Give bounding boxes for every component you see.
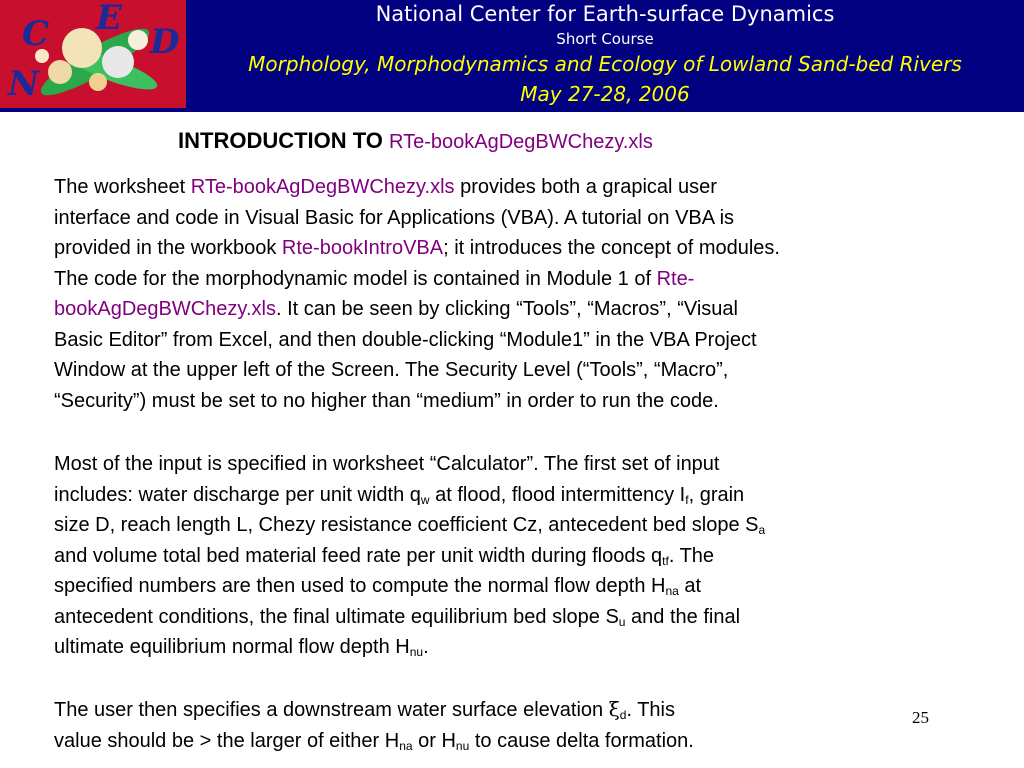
text-run: . It can be seen by clicking “Tools”, “Macros”, “Visual [275, 298, 738, 320]
subscript: nu [455, 738, 470, 753]
text-line: Most of the input is specified in worksheet “Calculator”. The first set of input [54, 453, 720, 475]
course-type: Short Course [556, 30, 654, 48]
text-line: Basic Editor” from Excel, and then double-clicking “Module1” in the VBA Project [54, 328, 757, 351]
paragraph-inputs [54, 449, 994, 663]
subscript: a [758, 523, 766, 537]
text-line [54, 602, 994, 633]
text-line [54, 726, 994, 757]
text-run: . This [626, 699, 675, 721]
text-line [54, 632, 994, 663]
text-run: specified numbers are then used to compute the normal flow depth H [54, 575, 666, 597]
text-run: . The [668, 544, 715, 567]
course-date: May 27-28, 2006 [520, 82, 690, 106]
text-line [54, 233, 994, 264]
text-line: interface and code in Visual Basic for Applications (VBA). A tutorial on VBA is [54, 206, 735, 229]
text-run: or H [412, 729, 456, 752]
subscript: nu [409, 645, 424, 659]
subscript: na [665, 584, 679, 598]
text-run: size D, reach length L, Chezy resistance coefficient Cz, antecedent bed slope S [54, 514, 759, 536]
text-run: The worksheet [54, 176, 191, 198]
subscript: w [420, 492, 430, 507]
subscript: tf [662, 553, 669, 568]
text-line [54, 172, 994, 203]
course-title: Morphology, Morphodynamics and Ecology of Lowland Sand-bed Rivers [248, 52, 962, 76]
paragraph-delta [54, 694, 994, 756]
text-line [54, 694, 994, 726]
text-run: . [423, 636, 429, 658]
text-line [54, 510, 994, 541]
text-run: , grain [688, 483, 745, 506]
text-line [54, 541, 994, 572]
subscript: u [618, 614, 626, 629]
page-number: 25 [912, 708, 929, 727]
nced-logo [0, 0, 186, 108]
text-run: and volume total bed material feed rate per unit width during floods q [54, 544, 663, 567]
text-line [54, 480, 994, 511]
text-run: includes: water discharge per unit width q [54, 483, 421, 506]
text-run: provided in the workbook [54, 237, 282, 259]
file-name: Rte- [656, 267, 695, 290]
org-name: National Center for Earth-surface Dynamics [375, 2, 835, 26]
subscript: na [399, 738, 413, 753]
file-name: bookAgDegBWChezy.xls [54, 298, 276, 320]
xi-symbol: ξ [608, 697, 620, 721]
text-run: ; it introduces the concept of modules. [443, 237, 780, 259]
text-run: and the final [625, 605, 741, 628]
text-run: ultimate equilibrium normal flow depth H [54, 636, 410, 658]
text-run: to cause delta formation. [469, 729, 694, 752]
text-run: at [678, 575, 702, 597]
text-run: provides both a grapical user [454, 176, 717, 198]
slide-title [178, 128, 653, 154]
paragraph-worksheet [54, 172, 994, 416]
text-line [54, 294, 994, 325]
logo-letter-n: N [8, 64, 40, 104]
text-run: value should be > the larger of either H [54, 729, 400, 752]
subscript: f [685, 492, 689, 507]
subscript: d [619, 708, 627, 722]
file-name: RTe-bookAgDegBWChezy.xls [190, 176, 455, 198]
slide-title-file: RTe-bookAgDegBWChezy.xls [389, 131, 653, 153]
slide-header [0, 0, 1024, 112]
text-line: Window at the upper left of the Screen. The Security Level (“Tools”, “Macro”, [54, 359, 729, 381]
text-line: “Security”) must be set to no higher than “medium” in order to run the code. [54, 389, 719, 412]
text-run: The code for the morphodynamic model is contained in Module 1 of [54, 267, 657, 290]
logo-letter-c: C [22, 14, 50, 54]
text-line [54, 571, 994, 602]
text-line [54, 264, 994, 295]
file-name: Rte-bookIntroVBA [281, 237, 444, 259]
logo-letter-e: E [96, 0, 122, 38]
text-run: at flood, flood intermittency I [429, 483, 686, 506]
text-run: antecedent conditions, the final ultimate equilibrium bed slope S [54, 605, 619, 628]
text-run: The user then specifies a downstream water surface elevation [54, 699, 609, 721]
logo-letter-d: D [150, 22, 180, 62]
slide-title-prefix: INTRODUCTION TO [178, 128, 390, 153]
